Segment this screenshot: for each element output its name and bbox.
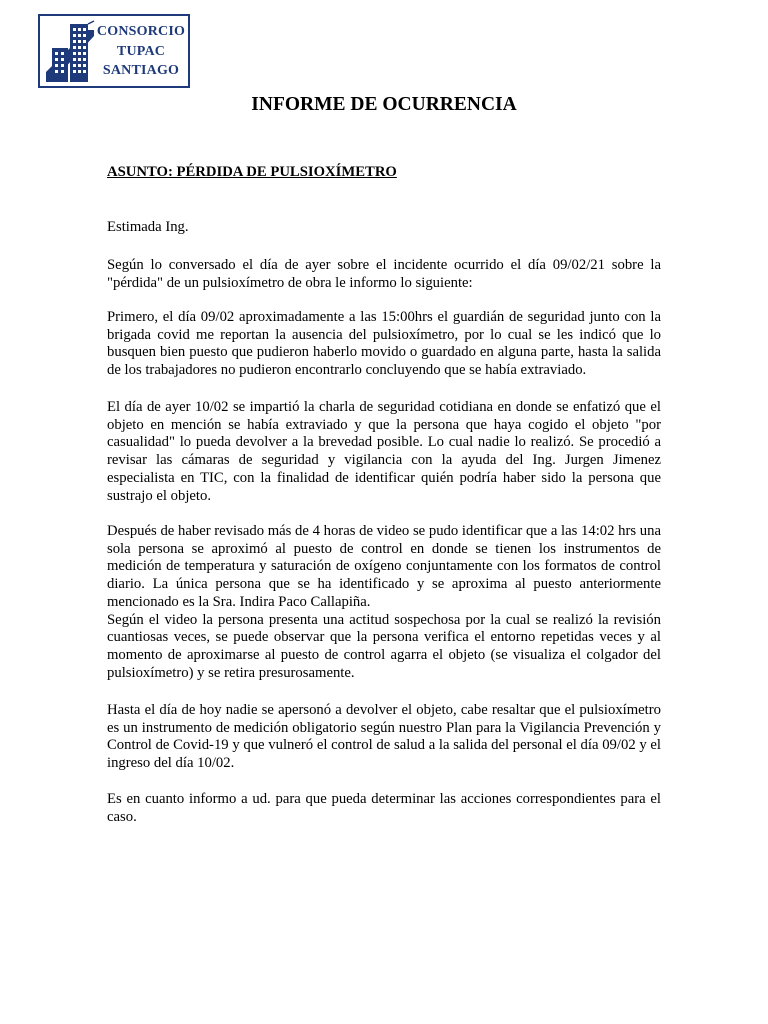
greeting bbox=[107, 219, 661, 237]
paragraph-text: Después de haber revisado más de 4 horas de video se pudo identificar que a las 14:02 hrs una sola persona se aproximó al puesto de control en donde se tienen los instrumentos de medición de temperatura y saturación de oxígeno conjuntamente con los formatos de control diario. La única persona que se ha identificado y se aproxima al puesto anteriormente mencionado es la Sra. Indira Paco Callapiña. bbox=[107, 523, 661, 610]
paragraph-text: Según el video la persona presenta una actitud sospechosa por la cual se realizó la revisión cuantiosas veces, se puede observar que la persona verifica el entorno repetidas veces y al momento de aproximarse al puesto de control agarra el objeto (se visualiza el colgador del pulsioxímetro) y se retira presurosamente. bbox=[107, 611, 661, 681]
paragraph bbox=[107, 791, 661, 826]
logo-line-2: TUPAC bbox=[116, 43, 166, 59]
paragraph-text: Es en cuanto informo a ud. para que pueda determinar las acciones correspondientes para el caso. bbox=[107, 791, 661, 825]
logo-line-1: CONSORCIO bbox=[96, 24, 186, 39]
paragraph bbox=[107, 309, 661, 380]
paragraph-text: Primero, el día 09/02 aproximadamente a las 15:00hrs el guardián de seguridad junto con la brigada covid me reportan la ausencia del pulsioxímetro, por lo cual se les indicó que lo busquen bien puesto que pudieron haberlo movido o guardado en alguna parte, hasta la salida de los trabajadores no pudieron encontrarlo concluyendo que se había extraviado. bbox=[107, 309, 661, 379]
document-title: INFORME DE OCURRENCIA bbox=[251, 94, 517, 115]
paragraph-text: Según lo conversado el día de ayer sobre el incidente ocurrido el día 09/02/21 sobre la "pérdida" de un pulsioxímetro de obra le informo lo siguiente: bbox=[107, 257, 661, 291]
paragraph bbox=[107, 257, 661, 292]
company-logo bbox=[38, 14, 190, 88]
paragraph bbox=[107, 399, 661, 505]
logo-wordmark bbox=[96, 22, 186, 81]
paragraph-text: Hasta el día de hoy nadie se apersonó a devolver el objeto, cabe resaltar que el pulsioxímetro es un instrumento de medición obligatorio según nuestro Plan para la Vigilancia Prevención y Control de Covid-19 y que vulneró el control de salud a la salida del personal el día 09/02 y el ingreso del día 10/02. bbox=[107, 702, 661, 772]
paragraph-text: El día de ayer 10/02 se impartió la charla de seguridad cotidiana en donde se enfatizó que el objeto en mención se había extraviado y que la persona que haya cogido el objeto "por casualidad" lo pueda devolver a la brevedad posible. Lo cual nadie lo realizó. Se procedió a revisar las cámaras de seguridad y vigilancia con la ayuda del Ing. Jurgen Jimenez especialista en TIC, con la finalidad de identificar quién podría haber sido la persona que sustrajo el objeto. bbox=[107, 399, 661, 504]
paragraph bbox=[107, 523, 661, 682]
document-subject: ASUNTO: PÉRDIDA DE PULSIOXÍMETRO bbox=[107, 164, 397, 180]
paragraph bbox=[107, 702, 661, 773]
logo-line-3: SANTIAGO bbox=[102, 63, 180, 78]
building-icon bbox=[44, 20, 96, 84]
greeting-text: Estimada Ing. bbox=[107, 219, 189, 235]
